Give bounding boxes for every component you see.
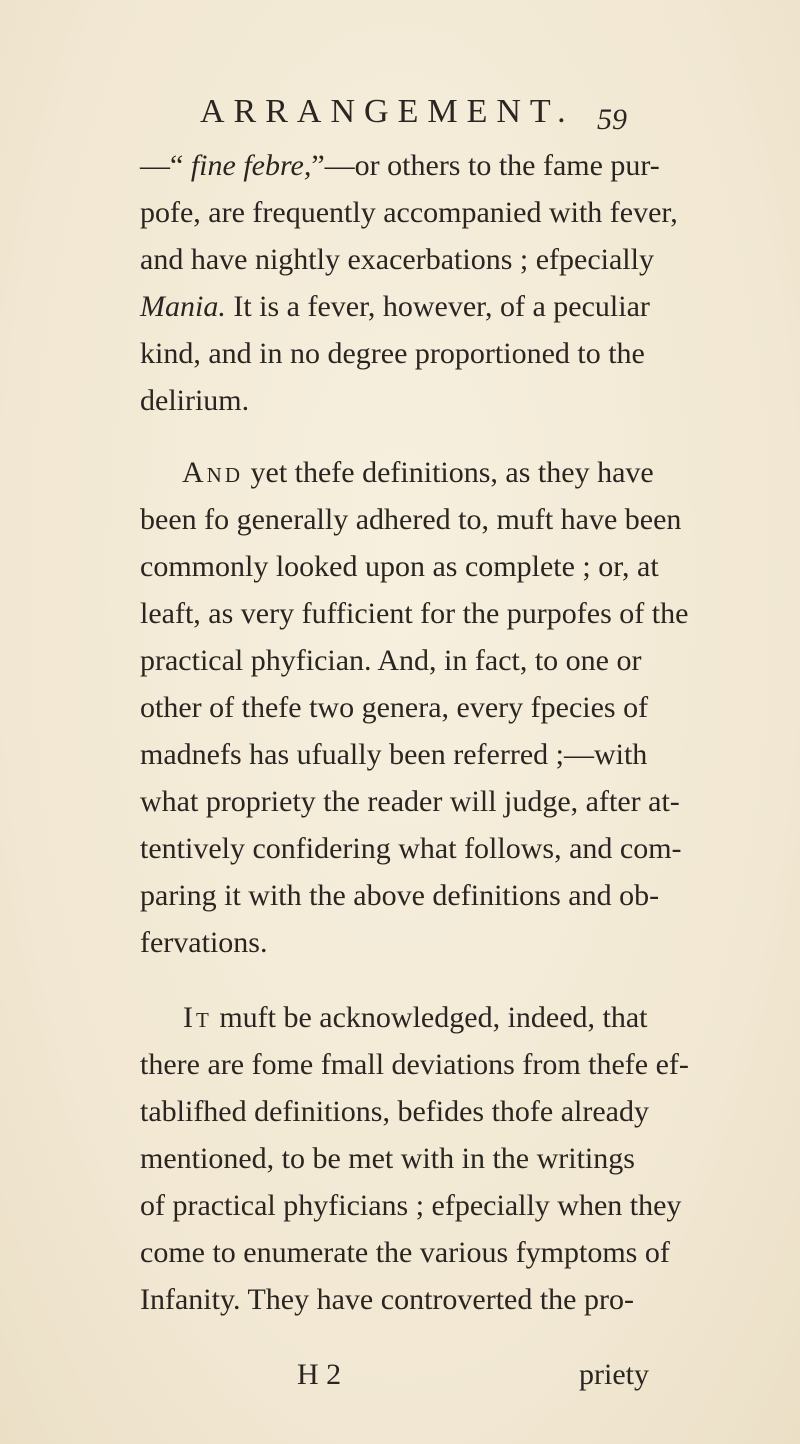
page-number: 59 — [597, 103, 627, 136]
text-line: fervations. — [140, 926, 268, 959]
text-line: there are fome fmall deviations from thefe ef- — [140, 1048, 689, 1081]
text-line: tentively confidering what follows, and com- — [140, 832, 682, 865]
paragraph-lead-word: And — [182, 456, 243, 489]
text-line: practical phyfician. And, in fact, to one or — [140, 644, 642, 677]
text-line: It muft be acknowledged, indeed, that — [183, 1001, 648, 1034]
page-header — [0, 93, 800, 143]
text-line: and have nightly exacerbations ; efpecially — [140, 243, 654, 276]
text-line: madnefs has ufually been referred ;—with — [140, 738, 648, 771]
paragraph-lead-word: It — [183, 1001, 212, 1034]
text-line: paring it with the above definitions and ob- — [140, 879, 660, 912]
text-line: —“ fine febre,”—or others to the fame pur- — [140, 149, 660, 182]
text-line: tablifhed definitions, befides thofe already — [140, 1095, 649, 1128]
italic-term: Mania. — [140, 290, 226, 323]
text-line: leaft, as very fufficient for the purpofes of the — [140, 597, 689, 630]
text-line: Mania. It is a fever, however, of a peculiar — [140, 290, 650, 323]
text-line: mentioned, to be met with in the writings — [140, 1142, 635, 1175]
running-head: ARRANGEMENT. — [200, 93, 575, 130]
catchword: priety — [579, 1358, 649, 1391]
signature-mark: H 2 — [297, 1358, 342, 1391]
italic-phrase: febre, — [243, 149, 312, 182]
text-line: Infanity. They have controverted the pro- — [140, 1283, 634, 1316]
text-line: come to enumerate the various fymptoms of — [140, 1236, 670, 1269]
text-line: been fo generally adhered to, muft have been — [140, 503, 682, 536]
text-line: what propriety the reader will judge, after at- — [140, 785, 680, 818]
text-line: pofe, are frequently accompanied with fever, — [140, 196, 678, 229]
text-line: of practical phyficians ; efpecially when they — [140, 1189, 682, 1222]
text-line: delirium. — [140, 384, 250, 417]
text-line: kind, and in no degree proportioned to the — [140, 337, 645, 370]
text-line: And yet thefe definitions, as they have — [182, 456, 654, 489]
text-line: other of thefe two genera, every fpecies of — [140, 691, 649, 724]
text-line: commonly looked upon as complete ; or, at — [140, 550, 659, 583]
italic-phrase: fine — [190, 149, 236, 182]
